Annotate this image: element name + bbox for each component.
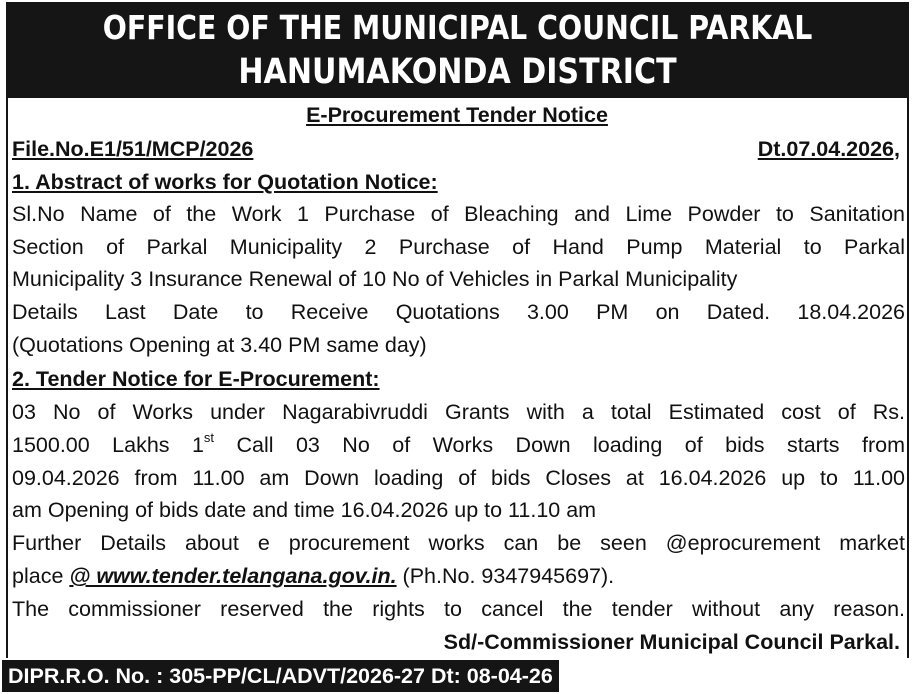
section1-line: Sl.No Name of the Work 1 Purchase of Bleaching and Lime Powder to Sanitation <box>12 202 905 226</box>
section1-heading: 1. Abstract of works for Quotation Notice: <box>12 170 438 194</box>
section2-heading: 2. Tender Notice for E-Procurement: <box>12 367 380 391</box>
section2-line: 09.04.2026 from 11.00 am Down loading of bids Closes at 16.04.2026 up to 11.00 <box>12 466 905 490</box>
office-name: OFFICE OF THE MUNICIPAL COUNCIL PARKAL <box>102 8 813 47</box>
section2-line <box>12 430 905 460</box>
phone-number: (Ph.No. 9347945697). <box>396 564 615 588</box>
section1-line: (Quotations Opening at 3.40 PM same day) <box>12 333 427 357</box>
section1-line: Details Last Date to Receive Quotations 3.00 PM on Dated. 18.04.2026 <box>12 300 905 324</box>
notice-date: Dt.07.04.2026, <box>757 137 900 161</box>
ordinal-suffix: st <box>203 429 215 445</box>
section1-line: Section of Parkal Municipality 2 Purchase of Hand Pump Material to Parkal <box>12 235 905 259</box>
call-text: Call 03 No of Works Down loading of bids starts from <box>214 433 905 457</box>
office-header <box>6 2 909 98</box>
section2-line: 03 No of Works under Nagarabivruddi Grants with a total Estimated cost of Rs. <box>12 400 905 424</box>
notice-title: E-Procurement Tender Notice <box>306 103 608 127</box>
section2-line: Further Details about e procurement works can be seen @eprocurement market <box>12 531 905 555</box>
section2-line <box>12 561 614 591</box>
place-text: place <box>12 564 70 588</box>
section1-line: Municipality 3 Insurance Renewal of 10 No of Vehicles in Parkal Municipality <box>12 267 738 291</box>
section2-line: am Opening of bids date and time 16.04.2026 up to 11.10 am <box>12 498 597 522</box>
commissioner-signature: Sd/-Commissioner Municipal Council Parkal. <box>443 630 900 654</box>
dipr-reference: DIPR.R.O. No. : 305-PP/CL/ADVT/2026-27 Dt: 08-04-26 <box>2 660 559 692</box>
tender-website-link[interactable]: @ www.tender.telangana.gov.in. <box>69 564 397 588</box>
file-number: File.No.E1/51/MCP/2026 <box>12 137 254 161</box>
lakhs-text: 1500.00 Lakhs 1 <box>12 433 204 457</box>
section2-line: The commissioner reserved the rights to cancel the tender without any reason. <box>12 597 905 621</box>
district-name: HANUMAKONDA DISTRICT <box>238 52 677 92</box>
